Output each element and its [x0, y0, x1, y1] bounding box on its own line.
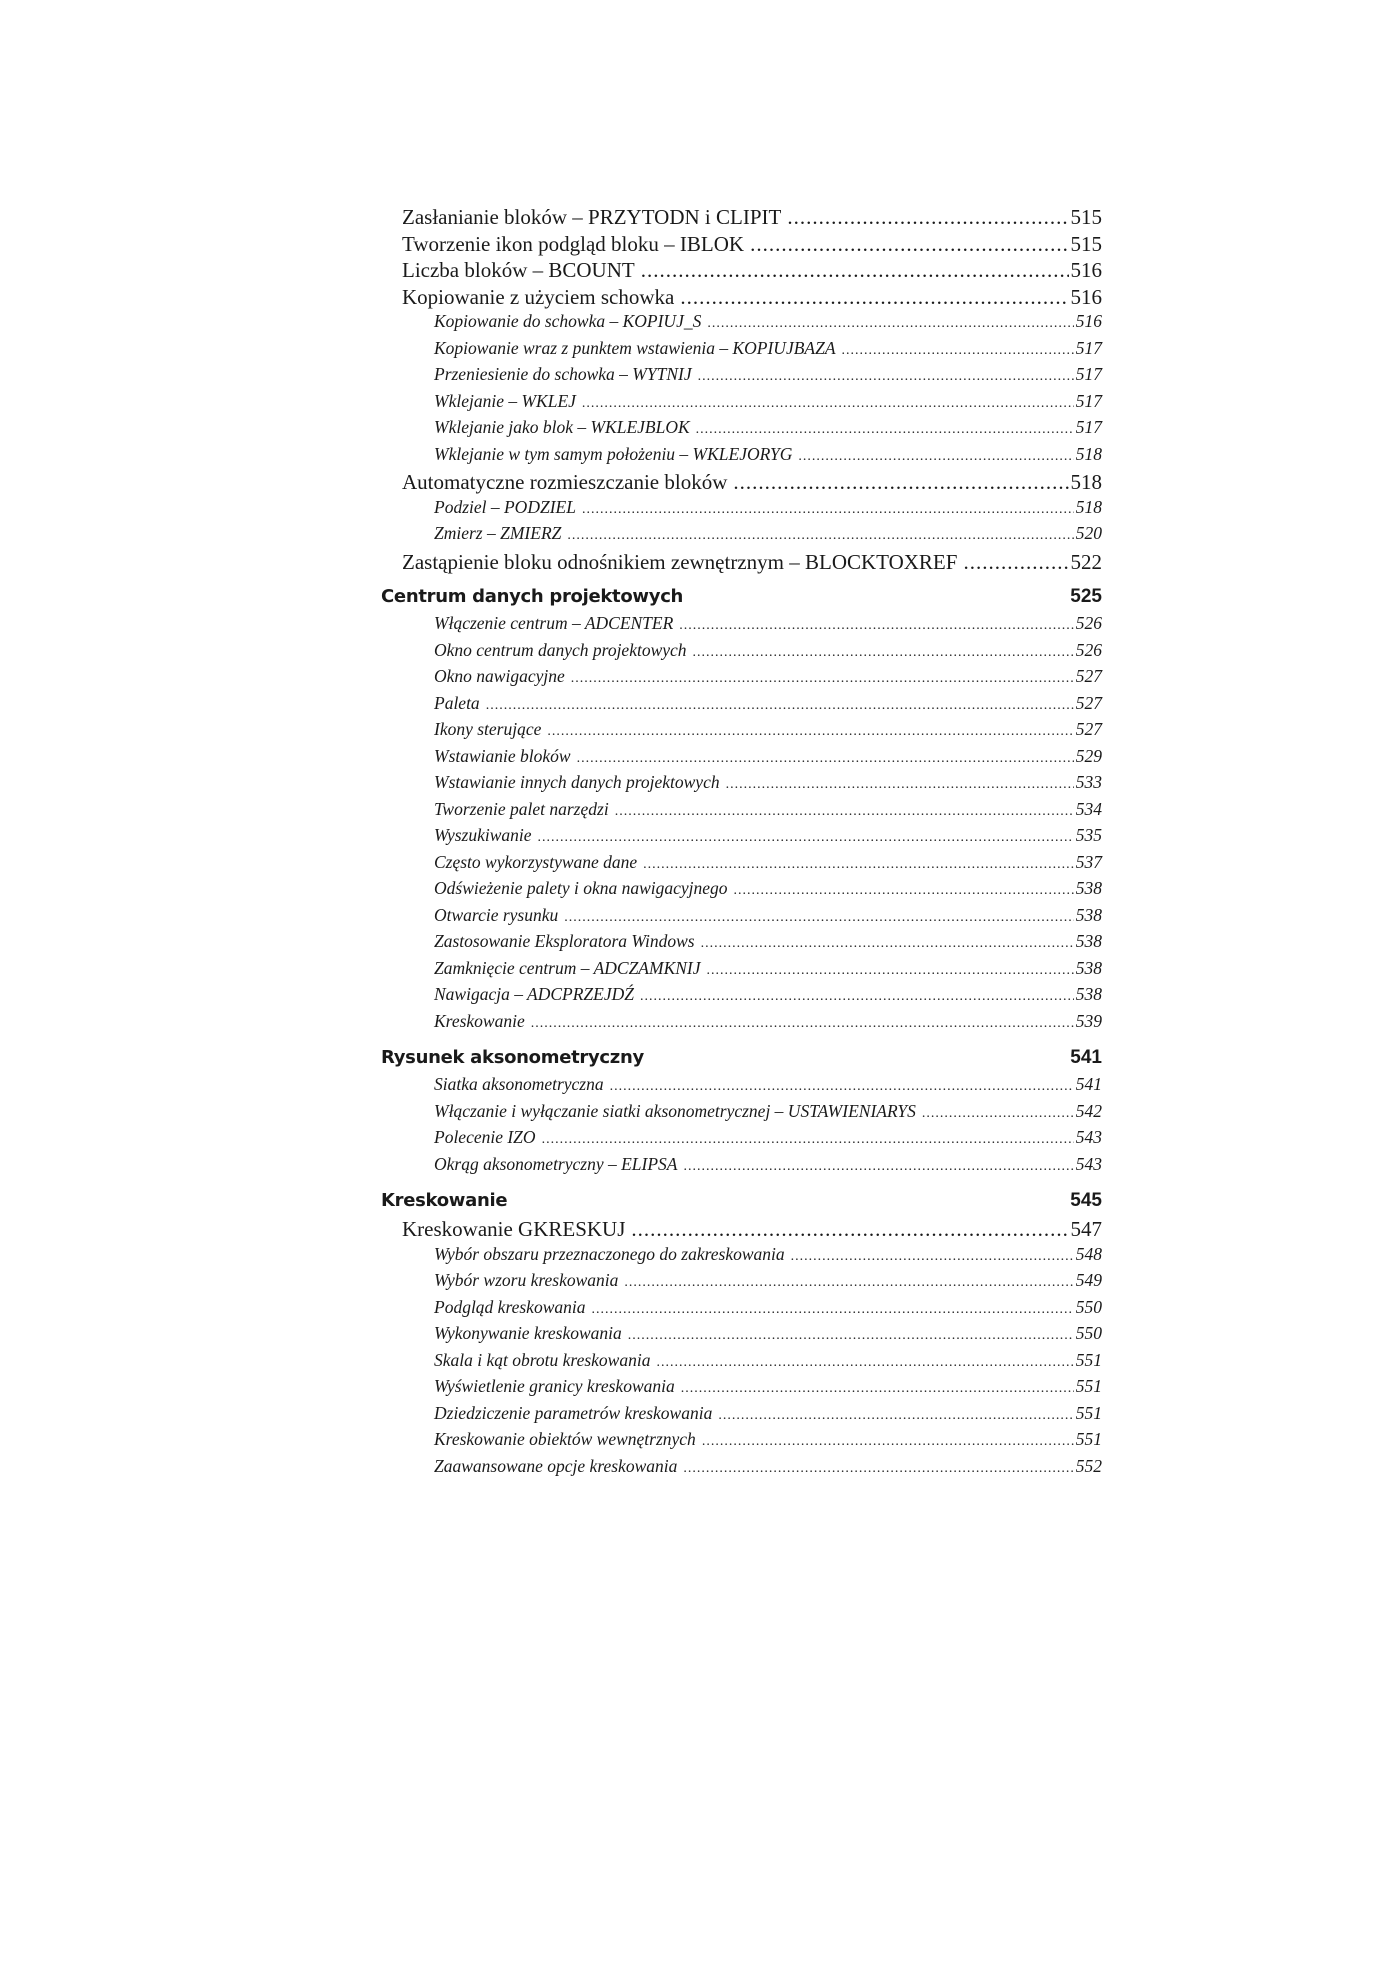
dot-leader	[624, 1275, 1073, 1291]
toc-section	[381, 586, 1102, 1037]
toc-subentry[interactable]	[381, 852, 1102, 879]
entry-page-number: 543	[1075, 1153, 1102, 1174]
dot-leader	[628, 1328, 1074, 1344]
toc-subentry[interactable]	[381, 497, 1102, 524]
toc-subentry[interactable]	[381, 338, 1102, 365]
dot-leader	[683, 1461, 1073, 1477]
entry-title: Paleta	[434, 692, 480, 713]
entry-page-number: 533	[1075, 772, 1102, 792]
entry-title: Wybór obszaru przeznaczonego do zakreskowania	[434, 1243, 785, 1264]
entry-title: Włączanie i wyłączanie siatki aksonometrycznej – USTAWIENIARYS	[434, 1100, 916, 1121]
toc-subentry[interactable]	[381, 878, 1102, 905]
dot-leader	[656, 1355, 1073, 1371]
dot-leader	[640, 989, 1074, 1005]
dot-leader	[577, 751, 1074, 767]
entry-page-number: 549	[1075, 1270, 1102, 1290]
entry-title: Wklejanie jako blok – WKLEJBLOK	[434, 417, 690, 437]
entry-title: Ikony sterujące	[434, 719, 542, 739]
entry-title: Kreskowanie GKRESKUJ	[402, 1217, 626, 1241]
toc-subentry[interactable]	[381, 772, 1102, 799]
toc-subentry[interactable]	[381, 746, 1102, 773]
toc-subentry[interactable]	[381, 1101, 1102, 1128]
toc-subentry[interactable]	[381, 444, 1102, 471]
dot-leader	[680, 285, 1068, 310]
toc-subentry[interactable]	[381, 1403, 1102, 1430]
toc-section	[381, 205, 1102, 576]
dot-leader	[641, 258, 1069, 283]
entry-title: Wyświetlenie granicy kreskowania	[434, 1376, 675, 1396]
entry-title: Włączenie centrum – ADCENTER	[434, 613, 674, 633]
entry-title: Wybór wzoru kreskowania	[434, 1270, 619, 1290]
entry-title: Podgląd kreskowania	[434, 1296, 586, 1317]
entry-title: Polecenie IZO	[434, 1127, 536, 1147]
toc-subentry[interactable]	[381, 825, 1102, 852]
dot-leader	[679, 618, 1073, 634]
entry-page-number: 552	[1075, 1455, 1102, 1476]
entry-page-number: 541	[1075, 1074, 1102, 1094]
toc-subentry[interactable]	[381, 799, 1102, 826]
toc-subentry[interactable]	[381, 1074, 1102, 1101]
dot-leader	[615, 804, 1074, 820]
chapter-page-number: 545	[1070, 1190, 1102, 1211]
dot-leader	[842, 343, 1074, 359]
entry-page-number: 516	[1075, 311, 1102, 331]
entry-page-number: 517	[1075, 364, 1102, 384]
entry-title: Otwarcie rysunku	[434, 904, 559, 925]
entry-title: Zasłanianie bloków – PRZYTODN i CLIPIT	[402, 205, 782, 229]
toc-subentry[interactable]	[381, 1350, 1102, 1377]
entry-page-number: 534	[1075, 798, 1102, 819]
entry-page-number: 518	[1075, 496, 1102, 517]
entry-page-number: 518	[1070, 470, 1102, 494]
entry-title: Zaawansowane opcje kreskowania	[434, 1455, 678, 1476]
toc-subentry[interactable]	[381, 1376, 1102, 1403]
entry-page-number: 548	[1075, 1243, 1102, 1264]
entry-page-number: 539	[1075, 1010, 1102, 1031]
toc-subentry[interactable]	[381, 931, 1102, 958]
entry-page-number: 522	[1070, 549, 1102, 574]
chapter-title: Kreskowanie	[381, 1190, 508, 1211]
entry-title: Wstawianie innych danych projektowych	[434, 772, 720, 792]
toc-subentry[interactable]	[381, 984, 1102, 1011]
entry-page-number: 517	[1075, 417, 1102, 437]
entry-title: Wklejanie w tym samym położeniu – WKLEJORYG	[434, 443, 793, 464]
entry-title: Wstawianie bloków	[434, 745, 571, 766]
toc-subentry[interactable]	[381, 905, 1102, 932]
entry-page-number: 550	[1075, 1296, 1102, 1317]
dot-leader	[538, 830, 1074, 846]
dot-leader	[750, 232, 1068, 257]
toc-subentry[interactable]	[381, 1297, 1102, 1324]
entry-title: Zmierz – ZMIERZ	[434, 523, 562, 543]
entry-title: Przeniesienie do schowka – WYTNIJ	[434, 364, 692, 384]
entry-title: Zamknięcie centrum – ADCZAMKNIJ	[434, 957, 701, 978]
entry-page-number: 537	[1075, 851, 1102, 872]
toc-subentry[interactable]	[381, 613, 1102, 640]
toc-section	[381, 1047, 1102, 1180]
toc-subentry[interactable]	[381, 1270, 1102, 1297]
entry-title: Nawigacja – ADCPRZEJDŹ	[434, 984, 634, 1004]
entry-title: Kopiowanie wraz z punktem wstawienia – KOPIUJBAZA	[434, 337, 836, 358]
entry-page-number: 520	[1075, 523, 1102, 543]
entry-page-number: 551	[1075, 1349, 1102, 1370]
toc-section	[381, 1190, 1102, 1482]
entry-page-number: 551	[1075, 1429, 1102, 1449]
entry-title: Skala i kąt obrotu kreskowania	[434, 1349, 651, 1370]
entry-page-number: 538	[1075, 931, 1102, 951]
dot-leader	[701, 936, 1074, 952]
toc-subentry[interactable]	[381, 1127, 1102, 1154]
entry-page-number: 515	[1070, 231, 1102, 256]
dot-leader	[696, 422, 1074, 438]
entry-title: Wklejanie – WKLEJ	[434, 390, 576, 411]
toc-subentry[interactable]	[381, 311, 1102, 338]
entry-title: Kreskowanie	[434, 1010, 525, 1031]
entry-page-number: 542	[1075, 1100, 1102, 1121]
toc-entry[interactable]	[381, 232, 1102, 259]
entry-title: Okno nawigacyjne	[434, 666, 565, 686]
entry-title: Odświeżenie palety i okna nawigacyjnego	[434, 878, 728, 898]
dot-leader	[734, 883, 1074, 899]
dot-leader	[707, 963, 1074, 979]
dot-leader	[542, 1132, 1074, 1148]
entry-page-number: 529	[1075, 745, 1102, 766]
entry-title: Wyszukiwanie	[434, 825, 532, 845]
entry-title: Kreskowanie obiektów wewnętrznych	[434, 1429, 696, 1449]
toc-subentry[interactable]	[381, 1323, 1102, 1350]
chapter-title: Rysunek aksonometryczny	[381, 1047, 644, 1068]
dot-leader	[791, 1249, 1074, 1265]
dot-leader	[643, 857, 1074, 873]
chapter-title: Centrum danych projektowych	[381, 586, 684, 607]
dot-leader	[693, 645, 1074, 661]
entry-title: Okrąg aksonometryczny – ELIPSA	[434, 1153, 678, 1174]
dot-leader	[531, 1016, 1074, 1032]
entry-page-number: 515	[1070, 205, 1102, 229]
entry-title: Dziedziczenie parametrów kreskowania	[434, 1402, 713, 1423]
toc-subentry[interactable]	[381, 364, 1102, 391]
toc-subentry[interactable]	[381, 719, 1102, 746]
entry-page-number: 527	[1075, 719, 1102, 739]
dot-leader	[702, 1434, 1074, 1450]
entry-page-number: 518	[1075, 443, 1102, 464]
entry-page-number: 535	[1075, 825, 1102, 845]
dot-leader	[582, 396, 1074, 412]
dot-leader	[486, 698, 1074, 714]
toc-entry[interactable]	[381, 205, 1102, 232]
entry-page-number: 551	[1075, 1376, 1102, 1396]
dot-leader	[963, 550, 1068, 575]
entry-title: Tworzenie ikon podgląd bloku – IBLOK	[402, 231, 745, 256]
toc-subentry[interactable]	[381, 958, 1102, 985]
chapter-page-number: 525	[1070, 586, 1102, 607]
dot-leader	[726, 777, 1074, 793]
toc-subentry[interactable]	[381, 666, 1102, 693]
toc-entry[interactable]	[381, 285, 1102, 312]
entry-title: Często wykorzystywane dane	[434, 851, 638, 872]
entry-title: Kopiowanie do schowka – KOPIUJ_S	[434, 311, 702, 331]
table-of-contents	[381, 205, 1102, 1482]
entry-title: Kopiowanie z użyciem schowka	[402, 284, 675, 309]
toc-subentry[interactable]	[381, 523, 1102, 550]
entry-page-number: 526	[1075, 613, 1102, 633]
dot-leader	[798, 449, 1073, 465]
dot-leader	[684, 1159, 1074, 1175]
dot-leader	[922, 1106, 1074, 1122]
toc-subentry[interactable]	[381, 1154, 1102, 1181]
dot-leader	[571, 671, 1074, 687]
entry-title: Liczba bloków – BCOUNT	[402, 258, 635, 282]
toc-entry[interactable]	[381, 1217, 1102, 1244]
entry-page-number: 517	[1075, 337, 1102, 358]
toc-subentry[interactable]	[381, 1456, 1102, 1483]
entry-title: Automatyczne rozmieszczanie bloków	[402, 470, 728, 494]
dot-leader	[707, 316, 1073, 332]
dot-leader	[698, 369, 1074, 385]
entry-title: Zastąpienie bloku odnośnikiem zewnętrznym – BLOCKTOXREF	[402, 549, 958, 574]
dot-leader	[610, 1079, 1074, 1095]
entry-page-number: 543	[1075, 1127, 1102, 1147]
entry-page-number: 516	[1070, 284, 1102, 309]
dot-leader	[547, 724, 1073, 740]
entry-page-number: 527	[1075, 692, 1102, 713]
entry-page-number: 547	[1070, 1217, 1102, 1241]
entry-page-number: 538	[1075, 957, 1102, 978]
toc-entry[interactable]	[381, 258, 1102, 285]
chapter-page-number: 541	[1070, 1047, 1102, 1068]
entry-page-number: 516	[1070, 258, 1102, 282]
toc-subentry[interactable]	[381, 417, 1102, 444]
entry-page-number: 526	[1075, 639, 1102, 660]
entry-title: Zastosowanie Eksploratora Windows	[434, 931, 695, 951]
dot-leader	[681, 1381, 1074, 1397]
chapter-heading[interactable]	[381, 586, 1102, 613]
toc-entry[interactable]	[381, 470, 1102, 497]
dot-leader	[733, 470, 1068, 495]
entry-title: Podziel – PODZIEL	[434, 496, 576, 517]
entry-page-number: 517	[1075, 390, 1102, 411]
dot-leader	[787, 205, 1068, 230]
entry-page-number: 527	[1075, 666, 1102, 686]
dot-leader	[631, 1217, 1068, 1242]
dot-leader	[567, 528, 1073, 544]
toc-subentry[interactable]	[381, 1429, 1102, 1456]
entry-page-number: 538	[1075, 878, 1102, 898]
entry-title: Okno centrum danych projektowych	[434, 639, 687, 660]
entry-title: Wykonywanie kreskowania	[434, 1323, 622, 1343]
toc-subentry[interactable]	[381, 1244, 1102, 1271]
entry-title: Tworzenie palet narzędzi	[434, 798, 609, 819]
entry-page-number: 550	[1075, 1323, 1102, 1343]
toc-subentry[interactable]	[381, 640, 1102, 667]
entry-title: Siatka aksonometryczna	[434, 1074, 604, 1094]
dot-leader	[591, 1302, 1073, 1318]
toc-entry[interactable]	[381, 550, 1102, 577]
dot-leader	[564, 910, 1073, 926]
chapter-heading[interactable]	[381, 1047, 1102, 1074]
toc-subentry[interactable]	[381, 1011, 1102, 1038]
chapter-heading[interactable]	[381, 1190, 1102, 1217]
entry-page-number: 551	[1075, 1402, 1102, 1423]
dot-leader	[582, 502, 1074, 518]
entry-page-number: 538	[1075, 904, 1102, 925]
dot-leader	[718, 1408, 1073, 1424]
toc-subentry[interactable]	[381, 693, 1102, 720]
toc-subentry[interactable]	[381, 391, 1102, 418]
entry-page-number: 538	[1075, 984, 1102, 1004]
